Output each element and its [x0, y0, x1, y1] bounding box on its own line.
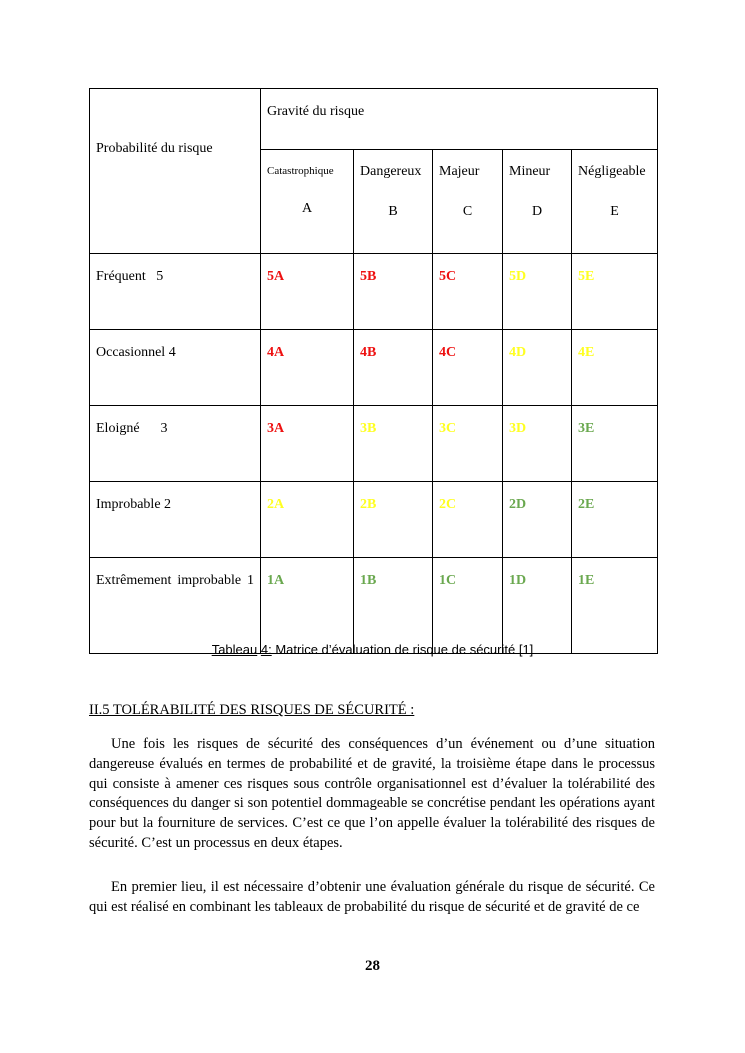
risk-cell: 3C — [433, 406, 503, 482]
severity-letter: B — [388, 204, 398, 219]
risk-cell: 1E — [572, 558, 658, 654]
severity-col-a — [261, 150, 354, 254]
risk-cell: 3D — [503, 406, 572, 482]
paragraph-1: Une fois les risques de sécurité des conséquences d’un événement ou d’une situation dangereuse évalués en termes de probabilité et de gravité, la troisième étape dans le processus qui consiste à amener ces risques sous contrôle organisationnel est d’évaluer la tolérabilité des conséquences du danger si son potentiel dommageable se concrétise pendant les opérations ayant pour but la fourniture de services. C’est ce que l’on appelle évaluer la tolérabilité des risques de sécurité. C’est un processus en deux étapes. — [89, 736, 655, 851]
risk-cell: 4E — [572, 330, 658, 406]
probability-label: Fréquent 5 — [90, 254, 261, 330]
caption-text: Matrice d’évaluation de risque de sécurité [1] — [271, 642, 534, 657]
probability-header-label: Probabilité du risque — [96, 141, 213, 156]
severity-name: Majeur — [439, 164, 480, 179]
risk-cell: 1A — [261, 558, 354, 654]
risk-cell: 1C — [433, 558, 503, 654]
risk-matrix-table — [89, 88, 658, 654]
severity-name: Mineur — [509, 164, 551, 179]
risk-cell: 4A — [261, 330, 354, 406]
risk-cell: 4D — [503, 330, 572, 406]
risk-cell: 1B — [354, 558, 433, 654]
risk-cell: 2D — [503, 482, 572, 558]
probability-label: Improbable 2 — [90, 482, 261, 558]
risk-cell: 5B — [354, 254, 433, 330]
risk-cell: 5D — [503, 254, 572, 330]
risk-cell: 5A — [261, 254, 354, 330]
severity-col-d — [503, 150, 572, 254]
risk-cell: 4B — [354, 330, 433, 406]
risk-cell: 1D — [503, 558, 572, 654]
risk-cell: 2A — [261, 482, 354, 558]
risk-cell: 3E — [572, 406, 658, 482]
risk-cell: 4C — [433, 330, 503, 406]
severity-name: Négligeable — [578, 164, 646, 179]
caption-number: 4: — [260, 642, 272, 657]
severity-letter: E — [610, 204, 619, 219]
probability-header — [90, 89, 261, 254]
table-caption — [0, 642, 745, 657]
table-row — [90, 330, 658, 406]
severity-header — [261, 89, 658, 150]
section-heading: II.5 TOLÉRABILITÉ DES RISQUES DE SÉCURITÉ : — [89, 702, 415, 718]
table-row — [90, 558, 658, 654]
table-row — [90, 482, 658, 558]
severity-letter: A — [301, 201, 313, 216]
probability-label: Occasionnel 4 — [90, 330, 261, 406]
risk-cell: 3B — [354, 406, 433, 482]
risk-cell: 3A — [261, 406, 354, 482]
severity-letter: C — [462, 204, 473, 219]
severity-letter: D — [531, 204, 543, 219]
caption-prefix: Tableau — [211, 642, 258, 657]
severity-col-b — [354, 150, 433, 254]
page-number: 28 — [365, 958, 380, 974]
risk-cell: 2E — [572, 482, 658, 558]
risk-cell: 2C — [433, 482, 503, 558]
paragraph-2: En premier lieu, il est nécessaire d’obtenir une évaluation générale du risque de sécurité. Ce qui est réalisé en combinant les tableaux de probabilité du risque de sécurité et de gravité de ce — [89, 879, 655, 915]
severity-name: Dangereux — [360, 164, 422, 179]
probability-label: Extrêmement improbable 1 — [90, 558, 261, 654]
probability-label: Eloigné 3 — [90, 406, 261, 482]
risk-cell: 5C — [433, 254, 503, 330]
risk-cell: 2B — [354, 482, 433, 558]
severity-header-label: Gravité du risque — [267, 104, 365, 119]
severity-col-e — [572, 150, 658, 254]
table-row — [90, 254, 658, 330]
severity-name: Catastrophique — [267, 165, 334, 177]
table-row — [90, 406, 658, 482]
severity-col-c — [433, 150, 503, 254]
risk-cell: 5E — [572, 254, 658, 330]
